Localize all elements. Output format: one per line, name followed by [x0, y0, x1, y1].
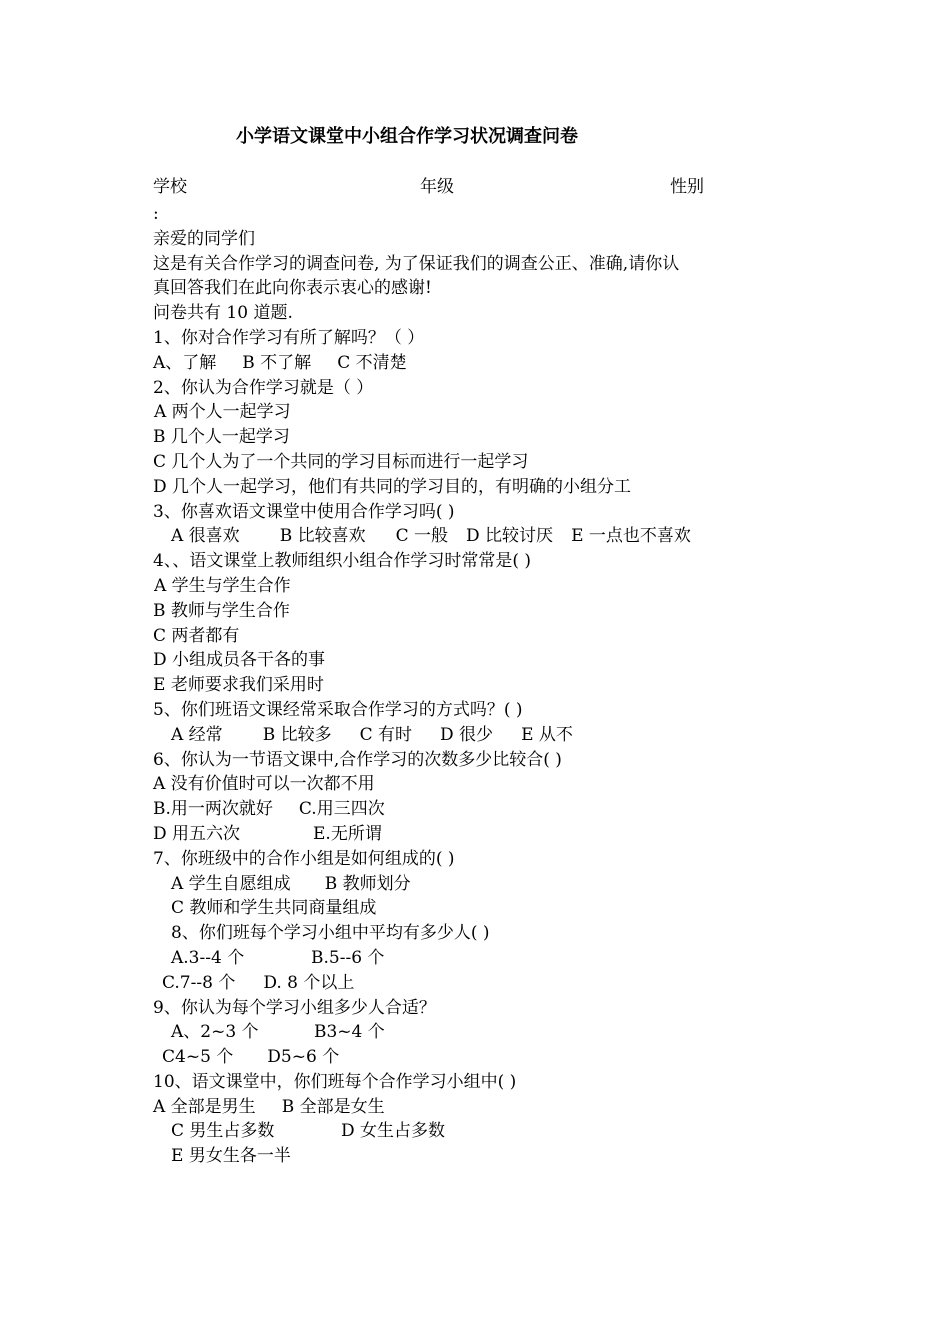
q4-option-c: C 两者都有	[153, 625, 240, 646]
question-1: 1、你对合作学习有所了解吗？（ ）	[153, 327, 425, 348]
q8-option-d: D. 8 个以上	[263, 972, 355, 993]
q5-option-e: E 从不	[521, 724, 573, 745]
q4-option-d: D 小组成员各干各的事	[153, 650, 326, 671]
q7-options-ab	[153, 872, 803, 897]
intro-line-2: 真回答我们在此向你表示衷心的感谢!	[153, 278, 432, 299]
q6-option-b: B.用一两次就好	[153, 799, 273, 820]
q10-option-c: C 男生占多数	[171, 1121, 275, 1142]
q9-options-ab	[153, 1020, 803, 1045]
q1-option-b: B 不了解	[242, 352, 312, 373]
q6-option-d: D 用五六次	[153, 823, 241, 844]
question-6: 6、你认为一节语文课中,合作学习的次数多少比较合( )	[153, 749, 562, 770]
page-title: 小学语文课堂中小组合作学习状况调查问卷	[236, 126, 578, 147]
question-10: 10、语文课堂中，你们班每个合作学习小组中( )	[153, 1071, 517, 1092]
q3-option-e: E 一点也不喜欢	[571, 526, 691, 547]
q2-option-c: C 几个人为了一个共同的学习目标而进行一起学习	[153, 451, 529, 472]
school-field-label: 学校	[153, 177, 187, 197]
question-9: 9、你认为每个学习小组多少人合适？	[153, 997, 436, 1018]
q3-option-a: A 很喜欢	[171, 526, 240, 547]
q6-option-a: A 没有价值时可以一次都不用	[153, 774, 375, 795]
q4-option-a: A 学生与学生合作	[154, 575, 291, 596]
q2-option-b: B 几个人一起学习	[153, 427, 290, 448]
q7-option-b: B 教师划分	[324, 873, 411, 894]
q8-options-ab	[153, 946, 803, 971]
q9-options-cd	[153, 1045, 803, 1070]
question-2: 2、你认为合作学习就是（ ）	[153, 377, 374, 398]
q8-options-cd	[153, 971, 803, 996]
q10-options-ab	[153, 1095, 803, 1120]
q10-option-d: D 女生占多数	[341, 1121, 446, 1142]
gender-field-label: 性别	[670, 177, 704, 197]
question-5-options	[153, 723, 803, 748]
q5-option-d: D 很少	[440, 724, 494, 745]
q6-options-bc	[153, 797, 803, 822]
q6-options-de	[153, 822, 803, 847]
question-3-options	[153, 524, 803, 549]
q6-option-c: C.用三四次	[298, 799, 385, 820]
q8-option-b: B.5--6 个	[311, 947, 385, 968]
intro-line-1: 这是有关合作学习的调查问卷, 为了保证我们的调查公正、准确,请你认	[153, 253, 680, 274]
q1-option-a: A、了解	[153, 352, 217, 373]
question-1-options	[153, 351, 803, 376]
q3-option-d: D 比较讨厌	[466, 526, 554, 547]
q9-option-c: C4~5 个	[162, 1047, 234, 1068]
q2-option-a: A 两个人一起学习	[154, 402, 291, 423]
q9-option-b: B3~4 个	[314, 1022, 385, 1043]
question-5: 5、你们班语文课经常采取合作学习的方式吗？( )	[153, 699, 523, 720]
q5-option-b: B 比较多	[262, 724, 332, 745]
question-8: 8、你们班每个学习小组中平均有多少人( )	[171, 923, 490, 944]
q2-option-d: D 几个人一起学习，他们有共同的学习目的，有明确的小组分工	[153, 476, 632, 497]
intro-question-count: 问卷共有 10 道题.	[153, 303, 293, 324]
q5-option-c: C 有时	[359, 724, 413, 745]
question-4: 4、、语文课堂上教师组织小组合作学习时常常是( )	[153, 551, 531, 572]
colon-mark: :	[153, 204, 159, 224]
question-7: 7、你班级中的合作小组是如何组成的( )	[153, 848, 455, 869]
q3-option-c: C 一般	[395, 526, 449, 547]
q7-option-c: C 教师和学生共同商量组成	[171, 898, 377, 919]
q8-option-a: A.3--4 个	[171, 947, 245, 968]
q5-option-a: A 经常	[171, 724, 223, 745]
q10-option-a: A 全部是男生	[153, 1096, 256, 1117]
q9-option-d: D5~6 个	[267, 1047, 340, 1068]
q6-option-e: E.无所谓	[313, 823, 382, 844]
grade-field-label: 年级	[420, 177, 454, 197]
q10-option-e: E 男女生各一半	[171, 1146, 291, 1167]
q9-option-a: A、2~3 个	[171, 1022, 259, 1043]
q10-option-b: B 全部是女生	[281, 1096, 385, 1117]
intro-greeting: 亲爱的同学们	[153, 228, 255, 249]
q10-options-cd	[153, 1119, 803, 1144]
q8-option-c: C.7--8 个	[162, 972, 236, 993]
question-3: 3、你喜欢语文课堂中使用合作学习吗( )	[153, 501, 455, 522]
q3-option-b: B 比较喜欢	[279, 526, 366, 547]
q7-option-a: A 学生自愿组成	[171, 873, 291, 894]
q4-option-b: B 教师与学生合作	[153, 600, 290, 621]
q4-option-e: E 老师要求我们采用时	[153, 675, 324, 696]
questionnaire-body	[153, 202, 803, 1169]
q1-option-c: C 不清楚	[337, 352, 407, 373]
